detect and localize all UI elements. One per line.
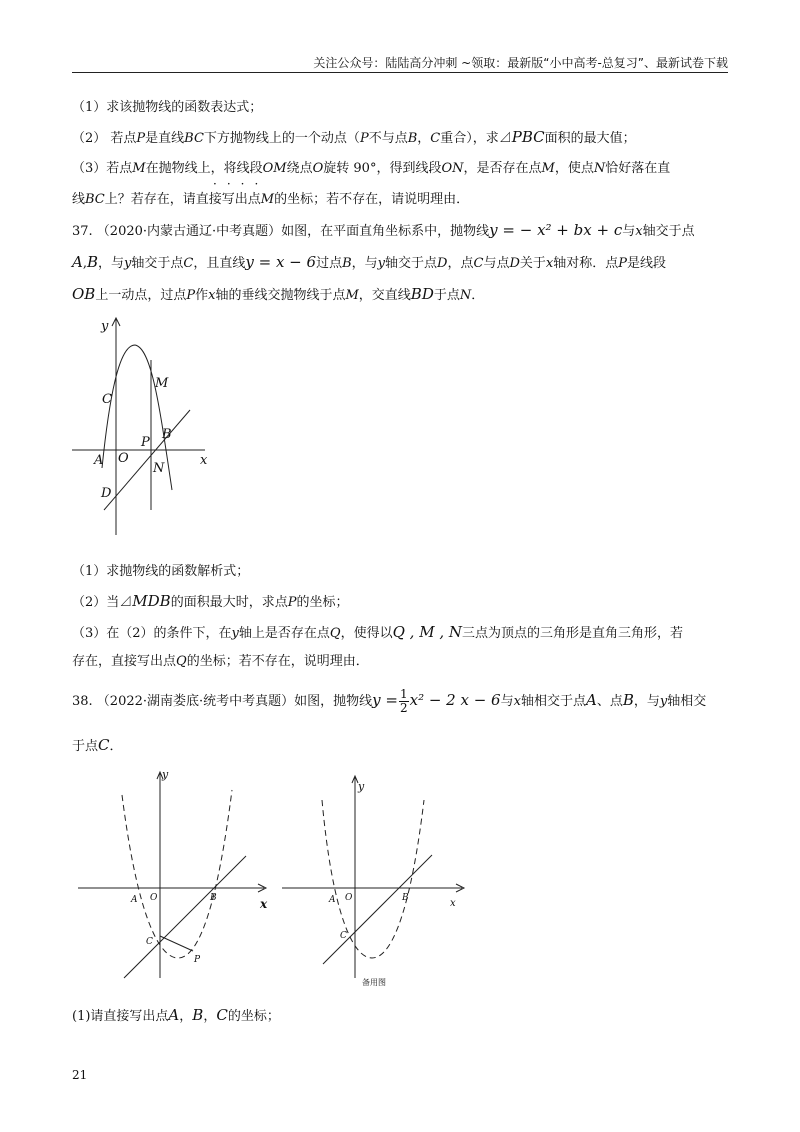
emphasis-dots: ···· <box>213 177 269 191</box>
math-var: BC <box>184 131 204 146</box>
text: （2） 若点 <box>72 131 137 146</box>
text: 重合），求⊿ <box>440 131 512 146</box>
math-expr: y = − x² + bx + c <box>489 221 623 239</box>
label-d: D <box>101 486 112 501</box>
label-b: B <box>162 427 172 442</box>
text: 38. （2022·湖南娄底·统考中考真题）如图，抛物线 <box>72 694 373 709</box>
math-var: D <box>437 256 448 271</box>
label-a: A <box>329 895 336 905</box>
math-var: PBC <box>511 128 545 146</box>
label-y: y <box>358 780 365 793</box>
math-var: x <box>635 224 643 239</box>
text: （3）若点 <box>72 161 133 176</box>
math-var: C <box>98 736 110 754</box>
header-text: 关注公众号：陆陆高分冲刺 ~领取：最新版“小中高考-总复习”、最新试卷下载 <box>313 56 728 70</box>
math-var: x <box>513 694 521 709</box>
math-var: Q <box>176 654 187 669</box>
page-number: 21 <box>72 1068 88 1082</box>
math-var: D <box>509 256 520 271</box>
math-var: A <box>585 691 597 709</box>
math-var: A <box>72 253 83 271</box>
math-var: B <box>407 131 418 146</box>
text: 存在，直接写出点 <box>72 654 177 669</box>
text: 37. （2020·内蒙古通辽·中考真题）如图，在平面直角坐标系中，抛物线 <box>72 224 490 239</box>
text: 的坐标；若不存在，请说明理由． <box>274 192 470 207</box>
text: ， <box>417 131 431 146</box>
text: （2）当⊿ <box>72 595 133 610</box>
math-var: M <box>345 288 359 303</box>
label-o: O <box>150 893 158 903</box>
text: ，是否存在点 <box>463 161 542 176</box>
label-y: y <box>101 319 109 334</box>
math-var: N <box>593 161 606 176</box>
math-var: N <box>459 288 472 303</box>
text: 面积的最大值； <box>544 131 636 146</box>
text: ，与 <box>351 256 378 271</box>
text: 轴上是否存在点 <box>238 626 330 641</box>
text: 不与点 <box>368 131 408 146</box>
math-var: B <box>342 256 352 271</box>
text: 绕点 <box>286 161 313 176</box>
text: ， <box>203 1009 217 1024</box>
math-var: ON <box>441 161 464 176</box>
label-x: x <box>200 453 208 468</box>
text: 的面积最大时，求点 <box>170 595 288 610</box>
text: ，使得以 <box>340 626 393 641</box>
text: 过点 <box>316 256 343 271</box>
fraction-denominator: 2 <box>399 701 408 715</box>
label-o: O <box>118 451 129 466</box>
math-var: x <box>545 256 554 271</box>
math-var: BC <box>85 192 105 207</box>
text: ，与 <box>633 694 660 709</box>
text: （1）求抛物线的函数解析式； <box>72 564 250 579</box>
text: 下方抛物线上的一个动点（ <box>203 131 360 146</box>
math-var: P <box>136 131 146 146</box>
text: 轴相交 <box>667 694 707 709</box>
math-var: y <box>124 256 132 271</box>
text: 轴交于点 <box>642 224 695 239</box>
math-var: BD <box>410 285 434 303</box>
text: 的坐标； <box>296 595 349 610</box>
math-expr: y = x − 6 <box>245 253 317 271</box>
label-x: x <box>450 898 456 909</box>
label-m: M <box>155 376 169 391</box>
text: 是直线 <box>145 131 185 146</box>
text: ． <box>471 288 485 303</box>
math-var: M <box>132 161 146 176</box>
math-var: P <box>618 256 628 271</box>
label-y: y <box>162 768 169 781</box>
math-var: B <box>86 253 99 271</box>
text: ，点 <box>447 256 474 271</box>
label-o: O <box>345 893 353 903</box>
math-expr: x² − 2 x − 6 <box>409 691 501 709</box>
text: 作 <box>195 288 209 303</box>
text: 于点 <box>433 288 460 303</box>
math-var: M <box>260 192 275 207</box>
text: 在抛物线上，将线段 <box>145 161 263 176</box>
math-var: x <box>208 288 216 303</box>
label-x: x <box>260 897 268 911</box>
text: 、点 <box>596 694 623 709</box>
math-var: MDB <box>132 592 171 610</box>
text: ， <box>179 1009 193 1024</box>
label-a: A <box>131 895 138 905</box>
text: 轴交于点 <box>131 256 184 271</box>
text: 线 <box>72 192 86 207</box>
text: 旋转 90°，得到线段 <box>323 161 442 176</box>
math-var: Q <box>329 626 341 641</box>
caption-backup-figure: 备用图 <box>362 978 386 987</box>
label-b: B <box>210 893 217 903</box>
math-var: C <box>216 1006 228 1024</box>
math-expr: Q , M , N <box>392 623 462 641</box>
math-var: OB <box>72 285 96 303</box>
text: , <box>82 256 87 271</box>
text: 与 <box>622 224 636 239</box>
math-var: y <box>659 694 668 709</box>
label-p: P <box>141 435 150 450</box>
math-var: y <box>231 626 239 641</box>
math-var: M <box>541 161 555 176</box>
math-var: y <box>377 256 386 271</box>
label-b: B <box>402 893 409 903</box>
q38-sub1 <box>72 1006 280 1026</box>
math-var: O <box>312 161 324 176</box>
text: 三点为顶点的三角形是直角三角形，若 <box>462 626 684 641</box>
label-c: C <box>146 937 153 947</box>
math-var: A <box>168 1006 180 1024</box>
text: ． <box>109 739 123 754</box>
math-var: C <box>473 256 484 271</box>
text: 是线段 <box>627 256 667 271</box>
text: ，且直线 <box>193 256 246 271</box>
text: (1)请直接写出点 <box>72 1009 169 1024</box>
math-var: C <box>430 131 441 146</box>
text: ，使点 <box>554 161 594 176</box>
text: 恰好落在直 <box>605 161 671 176</box>
text: ，与 <box>98 256 125 271</box>
text: （3）在（2）的条件下，在 <box>72 626 232 641</box>
text: 轴相交于点 <box>520 694 586 709</box>
text: 的坐标； <box>227 1009 280 1024</box>
label-c: C <box>340 931 347 941</box>
text: 轴交于点 <box>385 256 438 271</box>
label-n: N <box>153 461 165 476</box>
math-expr: y = <box>372 691 398 709</box>
text: 与点 <box>483 256 510 271</box>
text: 上一动点，过点 <box>95 288 187 303</box>
math-var: OM <box>262 161 287 176</box>
math-var: P <box>186 288 196 303</box>
text: 的坐标；若不存在，说明理由． <box>186 654 369 669</box>
label-c: C <box>102 392 112 407</box>
text: 轴的垂线交抛物线于点 <box>215 288 346 303</box>
math-var: C <box>183 256 194 271</box>
text: 轴对称．点 <box>553 256 619 271</box>
math-var: P <box>359 131 369 146</box>
q36-part1-text: （1）求该抛物线的函数表达式； <box>72 100 263 115</box>
label-a: A <box>94 453 104 468</box>
text: 关于 <box>519 256 546 271</box>
math-var: B <box>622 691 634 709</box>
label-p: P <box>194 955 201 965</box>
text: 于点 <box>72 739 99 754</box>
line-bc <box>323 855 432 964</box>
math-var: B <box>192 1006 204 1024</box>
text: 与 <box>500 694 514 709</box>
math-var: P <box>287 595 297 610</box>
fraction-numerator: 1 <box>399 687 408 701</box>
text: ，交直线 <box>358 288 411 303</box>
text: 上？若存在，请直接写出点 <box>104 192 261 207</box>
